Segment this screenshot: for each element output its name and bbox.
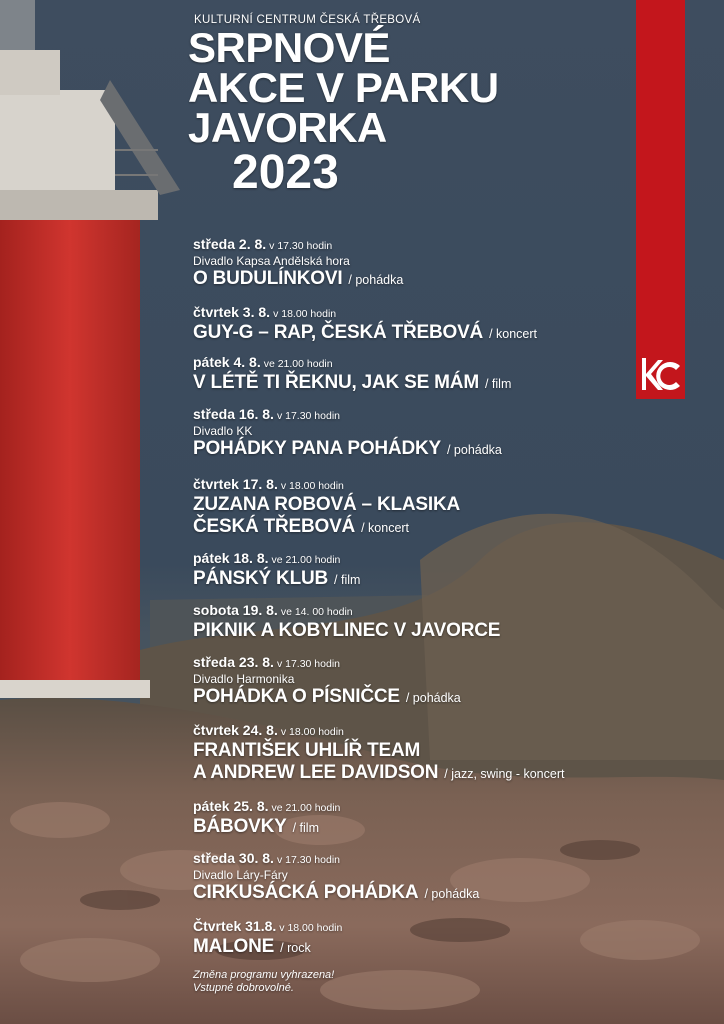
- event-name: MALONE: [193, 936, 275, 957]
- event-day: čtvrtek 24. 8.: [193, 722, 278, 738]
- event-item: [193, 654, 623, 709]
- event-day: Čtvrtek 31.8.: [193, 918, 277, 934]
- event-item: [193, 918, 623, 959]
- red-vertical-bar: [636, 0, 685, 399]
- event-time: v 17.30 hodin: [276, 658, 340, 670]
- event-name: A ANDREW LEE DAVIDSON: [193, 762, 439, 783]
- event-day: středa 2. 8.: [193, 236, 267, 252]
- title-line-1: SRPNOVÉ: [188, 24, 390, 71]
- event-name: FRANTIŠEK UHLÍŘ TEAM: [193, 740, 421, 761]
- event-time: ve 21.00 hodin: [263, 358, 333, 370]
- event-name: GUY-G – RAP, ČESKÁ TŘEBOVÁ: [193, 322, 484, 343]
- event-name: PIKNIK A KOBYLINEC V JAVORCE: [193, 620, 501, 641]
- event-time: v 18.00 hodin: [273, 308, 337, 320]
- title-line-2: AKCE V PARKU: [188, 64, 499, 111]
- event-category: / jazz, swing - koncert: [444, 767, 565, 781]
- event-time: ve 14. 00 hodin: [280, 606, 353, 618]
- event-category: / koncert: [361, 521, 410, 535]
- event-item: [193, 476, 623, 539]
- event-category: / pohádka: [446, 443, 502, 457]
- event-day: pátek 25. 8.: [193, 798, 269, 814]
- kc-logo-icon: [636, 352, 685, 396]
- organizer-name: KULTURNÍ CENTRUM ČESKÁ TŘEBOVÁ: [194, 14, 421, 26]
- event-item: [193, 722, 623, 785]
- event-time: v 18.00 hodin: [280, 726, 344, 738]
- event-item: [193, 850, 623, 905]
- event-name: CIRKUSÁCKÁ POHÁDKA: [193, 882, 419, 903]
- event-name: BÁBOVKY: [193, 816, 287, 837]
- event-day: sobota 19. 8.: [193, 602, 278, 618]
- footer-line-2: Vstupné dobrovolné.: [193, 982, 294, 994]
- event-day: středa 16. 8.: [193, 406, 274, 422]
- event-item: [193, 304, 623, 345]
- footer-line-1: Změna programu vyhrazena!: [193, 969, 335, 981]
- event-day: středa 23. 8.: [193, 654, 274, 670]
- event-item: [193, 406, 623, 461]
- event-organizer: Divadlo KK: [193, 424, 253, 438]
- event-category: / film: [292, 821, 319, 835]
- title-line-3: JAVORKA: [188, 104, 387, 151]
- event-category: / koncert: [489, 327, 537, 341]
- poster-header: [188, 14, 628, 198]
- event-day: pátek 4. 8.: [193, 354, 261, 370]
- event-organizer: Divadlo Láry-Fáry: [193, 868, 288, 882]
- event-name: O BUDULÍNKOVI: [193, 268, 343, 289]
- event-time: v 17.30 hodin: [276, 410, 340, 422]
- event-item: [193, 798, 623, 839]
- event-day: čtvrtek 3. 8.: [193, 304, 271, 320]
- footer-note: [193, 969, 334, 995]
- event-organizer: Divadlo Harmonika: [193, 672, 295, 686]
- event-time: ve 21.00 hodin: [271, 554, 341, 566]
- event-time: v 17.30 hodin: [269, 240, 333, 252]
- event-day: čtvrtek 17. 8.: [193, 476, 278, 492]
- poster-year: 2023: [232, 146, 339, 199]
- event-organizer: Divadlo Kapsa Andělská hora: [193, 254, 350, 268]
- poster-title: [188, 24, 628, 151]
- event-category: / rock: [280, 941, 311, 955]
- event-day: pátek 18. 8.: [193, 550, 269, 566]
- event-category: / film: [484, 377, 512, 391]
- event-name: V LÉTĚ TI ŘEKNU, JAK SE MÁM: [193, 372, 479, 393]
- event-day: středa 30. 8.: [193, 850, 274, 866]
- event-time: v 17.30 hodin: [276, 854, 340, 866]
- event-name: POHÁDKY PANA POHÁDKY: [193, 438, 441, 459]
- event-category: / pohádka: [424, 887, 480, 901]
- event-time: v 18.00 hodin: [279, 922, 343, 934]
- event-name: PÁNSKÝ KLUB: [193, 568, 329, 589]
- event-time: v 18.00 hodin: [280, 480, 344, 492]
- event-item: [193, 602, 623, 642]
- event-category: / pohádka: [348, 273, 404, 287]
- event-item: [193, 236, 623, 291]
- event-name: POHÁDKA O PÍSNIČCE: [193, 686, 400, 707]
- event-category: / film: [334, 573, 361, 587]
- event-category: / pohádka: [405, 691, 461, 705]
- event-name: ZUZANA ROBOVÁ – KLASIKA: [193, 494, 461, 515]
- event-name: ČESKÁ TŘEBOVÁ: [193, 516, 356, 537]
- event-item: [193, 354, 623, 395]
- event-time: ve 21.00 hodin: [271, 802, 341, 814]
- event-item: [193, 550, 623, 591]
